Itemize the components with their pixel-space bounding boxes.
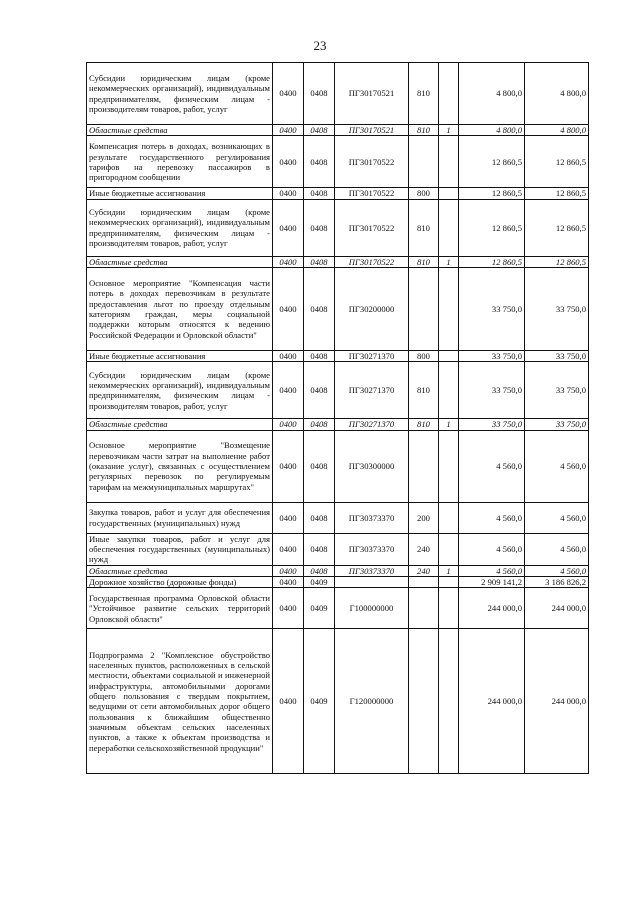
amount-year1-cell: 33 750,0 — [459, 362, 525, 419]
amount-year1-cell: 4 800,0 — [459, 125, 525, 136]
amount-year2-cell: 33 750,0 — [525, 362, 589, 419]
amount-year1-cell: 12 860,5 — [459, 199, 525, 256]
section-code-cell: 0400 — [273, 362, 304, 419]
section-code-cell: 0400 — [273, 577, 304, 588]
name-cell: Областные средства — [87, 125, 273, 136]
section-code-cell: 0400 — [273, 565, 304, 576]
subsection-code-cell: 0408 — [304, 502, 335, 533]
target-article-cell — [335, 577, 409, 588]
funding-source-cell — [439, 362, 459, 419]
table-row — [87, 199, 589, 256]
amount-year1-cell: 2 909 141,2 — [459, 577, 525, 588]
amount-year2-cell: 12 860,5 — [525, 188, 589, 199]
subsection-code-cell: 0408 — [304, 268, 335, 351]
name-cell: Иные бюджетные ассигнования — [87, 188, 273, 199]
expense-type-cell: 810 — [409, 63, 439, 125]
expense-type-cell — [409, 629, 439, 774]
subsection-code-cell: 0408 — [304, 533, 335, 565]
name-cell: Субсидии юридическим лицам (кроме некоммерческих организаций), индивидуальным предпринимателям, физическим лицам - производителям товаров, работ, услуг — [87, 362, 273, 419]
funding-source-cell — [439, 588, 459, 629]
table-row — [87, 533, 589, 565]
funding-source-cell — [439, 577, 459, 588]
subsection-code-cell: 0408 — [304, 419, 335, 430]
name-cell: Субсидии юридическим лицам (кроме некоммерческих организаций), индивидуальным предпринимателям, физическим лицам - производителям товаров, работ, услуг — [87, 63, 273, 125]
target-article-cell: ПГ30373370 — [335, 502, 409, 533]
table-row — [87, 268, 589, 351]
name-cell: Подпрограмма 2 "Комплексное обустройство населенных пунктов, расположенных в сельской местности, объектами социальной и инженерной инфраструктуры, автомобильными дорогами общего пользования с твердым покрытием, ведущими от сети автомобильных дорог общего пользования к ближайшим общественно значимым объектам сельских населенных пунктов, а также к объектам производства и переработки сельскохозяйственной продукции" — [87, 629, 273, 774]
table-row — [87, 577, 589, 588]
expense-type-cell: 240 — [409, 565, 439, 576]
funding-source-cell — [439, 136, 459, 188]
amount-year1-cell: 33 750,0 — [459, 268, 525, 351]
amount-year1-cell: 244 000,0 — [459, 629, 525, 774]
name-cell: Компенсация потерь в доходах, возникающих в результате государственного регулирования тарифов на перевозку пассажиров в пригородном сообщении — [87, 136, 273, 188]
expense-type-cell: 810 — [409, 256, 439, 267]
target-article-cell: ПГ30170521 — [335, 63, 409, 125]
table-row — [87, 63, 589, 125]
amount-year2-cell: 4 560,0 — [525, 533, 589, 565]
target-article-cell: ПГ30271370 — [335, 351, 409, 362]
section-code-cell: 0400 — [273, 136, 304, 188]
target-article-cell: ПГ30373370 — [335, 533, 409, 565]
subsection-code-cell: 0408 — [304, 136, 335, 188]
expense-type-cell: 200 — [409, 502, 439, 533]
amount-year2-cell: 244 000,0 — [525, 629, 589, 774]
subsection-code-cell: 0408 — [304, 199, 335, 256]
subsection-code-cell: 0409 — [304, 577, 335, 588]
section-code-cell: 0400 — [273, 188, 304, 199]
amount-year2-cell: 33 750,0 — [525, 351, 589, 362]
expense-type-cell: 800 — [409, 351, 439, 362]
expense-type-cell: 810 — [409, 419, 439, 430]
table-row — [87, 256, 589, 267]
target-article-cell: ПГ30170522 — [335, 136, 409, 188]
funding-source-cell — [439, 430, 459, 502]
name-cell: Государственная программа Орловской области "Устойчивое развитие сельских территорий Орловской области" — [87, 588, 273, 629]
target-article-cell: Г120000000 — [335, 629, 409, 774]
amount-year1-cell: 4 560,0 — [459, 533, 525, 565]
section-code-cell: 0400 — [273, 268, 304, 351]
expense-type-cell: 810 — [409, 199, 439, 256]
expense-type-cell — [409, 268, 439, 351]
funding-source-cell — [439, 629, 459, 774]
table-row — [87, 419, 589, 430]
amount-year1-cell: 12 860,5 — [459, 256, 525, 267]
name-cell: Областные средства — [87, 419, 273, 430]
funding-source-cell — [439, 502, 459, 533]
table-row — [87, 362, 589, 419]
table-row — [87, 588, 589, 629]
name-cell: Областные средства — [87, 565, 273, 576]
table-row — [87, 629, 589, 774]
section-code-cell: 0400 — [273, 430, 304, 502]
subsection-code-cell: 0408 — [304, 351, 335, 362]
subsection-code-cell: 0408 — [304, 256, 335, 267]
funding-source-cell: 1 — [439, 256, 459, 267]
table-row — [87, 430, 589, 502]
funding-source-cell — [439, 268, 459, 351]
name-cell: Основное мероприятие "Компенсация части потерь в доходах перевозчикам в результате предоставления льгот по проезду отдельным категориям граждан, меры социальной поддержки которым относятся к ведению Российской Федерации и Орловской области" — [87, 268, 273, 351]
section-code-cell: 0400 — [273, 63, 304, 125]
name-cell: Иные закупки товаров, работ и услуг для обеспечения государственных (муниципальных) нужд — [87, 533, 273, 565]
table-row — [87, 351, 589, 362]
funding-source-cell — [439, 63, 459, 125]
funding-source-cell — [439, 188, 459, 199]
subsection-code-cell: 0408 — [304, 362, 335, 419]
section-code-cell: 0400 — [273, 199, 304, 256]
subsection-code-cell: 0408 — [304, 125, 335, 136]
target-article-cell: Г100000000 — [335, 588, 409, 629]
funding-source-cell: 1 — [439, 419, 459, 430]
table-row — [87, 188, 589, 199]
expense-type-cell: 800 — [409, 188, 439, 199]
target-article-cell: ПГ30271370 — [335, 362, 409, 419]
amount-year2-cell: 4 560,0 — [525, 430, 589, 502]
table-row — [87, 502, 589, 533]
name-cell: Субсидии юридическим лицам (кроме некоммерческих организаций), индивидуальным предпринимателям, физическим лицам - производителям товаров, работ, услуг — [87, 199, 273, 256]
target-article-cell: ПГ30170522 — [335, 199, 409, 256]
subsection-code-cell: 0409 — [304, 629, 335, 774]
name-cell: Основное мероприятие "Возмещение перевозчикам части затрат на выполнение работ (оказание услуг), связанных с осуществлением регулярных перевозок по регулируемым тарифам на межмуниципальных маршрутах" — [87, 430, 273, 502]
name-cell: Дорожное хозяйство (дорожные фонды) — [87, 577, 273, 588]
expense-type-cell: 240 — [409, 533, 439, 565]
amount-year2-cell: 4 800,0 — [525, 125, 589, 136]
table-row — [87, 565, 589, 576]
name-cell: Закупка товаров, работ и услуг для обеспечения государственных (муниципальных) нужд — [87, 502, 273, 533]
section-code-cell: 0400 — [273, 419, 304, 430]
subsection-code-cell: 0408 — [304, 565, 335, 576]
target-article-cell: ПГ30271370 — [335, 419, 409, 430]
amount-year1-cell: 4 800,0 — [459, 63, 525, 125]
amount-year2-cell: 12 860,5 — [525, 199, 589, 256]
table-body — [87, 63, 589, 774]
amount-year1-cell: 12 860,5 — [459, 188, 525, 199]
name-cell: Иные бюджетные ассигнования — [87, 351, 273, 362]
target-article-cell: ПГ30373370 — [335, 565, 409, 576]
funding-source-cell — [439, 351, 459, 362]
amount-year2-cell: 12 860,5 — [525, 256, 589, 267]
amount-year2-cell: 12 860,5 — [525, 136, 589, 188]
expense-type-cell — [409, 136, 439, 188]
expense-type-cell — [409, 430, 439, 502]
page-number: 23 — [313, 38, 327, 53]
target-article-cell: ПГ30170521 — [335, 125, 409, 136]
amount-year1-cell: 33 750,0 — [459, 419, 525, 430]
name-cell: Областные средства — [87, 256, 273, 267]
amount-year1-cell: 4 560,0 — [459, 565, 525, 576]
target-article-cell: ПГ30200000 — [335, 268, 409, 351]
expense-type-cell: 810 — [409, 125, 439, 136]
amount-year1-cell: 33 750,0 — [459, 351, 525, 362]
amount-year1-cell: 244 000,0 — [459, 588, 525, 629]
subsection-code-cell: 0408 — [304, 188, 335, 199]
amount-year2-cell: 3 186 826,2 — [525, 577, 589, 588]
target-article-cell: ПГ30300000 — [335, 430, 409, 502]
section-code-cell: 0400 — [273, 125, 304, 136]
subsection-code-cell: 0409 — [304, 588, 335, 629]
funding-source-cell — [439, 199, 459, 256]
expense-type-cell — [409, 588, 439, 629]
section-code-cell: 0400 — [273, 351, 304, 362]
section-code-cell: 0400 — [273, 502, 304, 533]
funding-source-cell: 1 — [439, 125, 459, 136]
target-article-cell: ПГ30170522 — [335, 256, 409, 267]
amount-year1-cell: 12 860,5 — [459, 136, 525, 188]
subsection-code-cell: 0408 — [304, 63, 335, 125]
target-article-cell: ПГ30170522 — [335, 188, 409, 199]
subsection-code-cell: 0408 — [304, 430, 335, 502]
budget-table — [86, 62, 589, 774]
table-row — [87, 136, 589, 188]
table-row — [87, 125, 589, 136]
expense-type-cell: 810 — [409, 362, 439, 419]
amount-year2-cell: 4 800,0 — [525, 63, 589, 125]
section-code-cell: 0400 — [273, 256, 304, 267]
amount-year1-cell: 4 560,0 — [459, 430, 525, 502]
funding-source-cell — [439, 533, 459, 565]
amount-year2-cell: 4 560,0 — [525, 565, 589, 576]
expense-type-cell — [409, 577, 439, 588]
amount-year1-cell: 4 560,0 — [459, 502, 525, 533]
section-code-cell: 0400 — [273, 588, 304, 629]
amount-year2-cell: 33 750,0 — [525, 419, 589, 430]
amount-year2-cell: 33 750,0 — [525, 268, 589, 351]
funding-source-cell: 1 — [439, 565, 459, 576]
section-code-cell: 0400 — [273, 533, 304, 565]
amount-year2-cell: 244 000,0 — [525, 588, 589, 629]
amount-year2-cell: 4 560,0 — [525, 502, 589, 533]
section-code-cell: 0400 — [273, 629, 304, 774]
